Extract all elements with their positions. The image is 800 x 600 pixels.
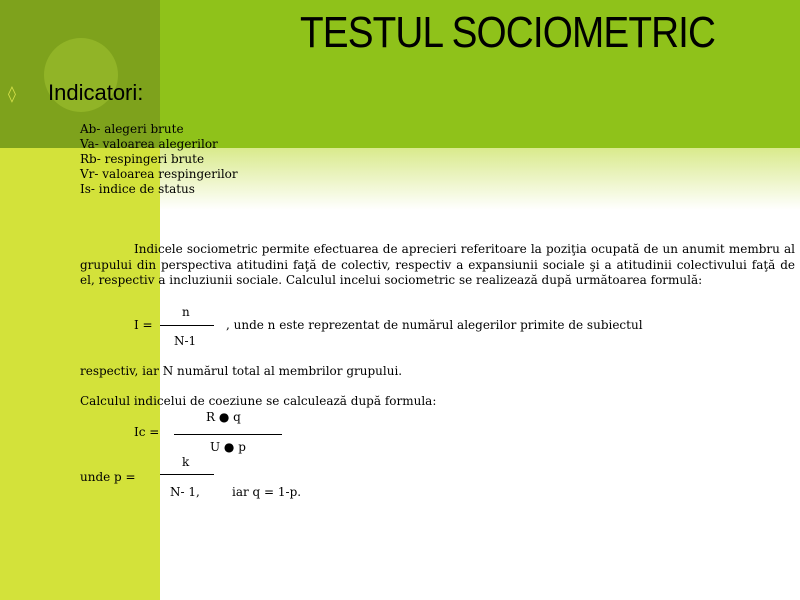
fraction-line <box>160 325 214 326</box>
description-paragraph: Indicele sociometric permite efectuarea de aprecieri referitoare la poziţia ocupată de un anumit membru al grupului din perspectiva atitudini faţă de colectiv, respectiv a expansiunii sociale şi a atitudinii colectivului faţă de el, respectiv a incluziunii sociale. Calculul incelui sociometric se realizează după următoarea formulă: <box>80 242 795 287</box>
indicator-list <box>80 122 238 197</box>
cohesion-intro: Calculul indicelui de coeziune se calculează după formula: <box>80 394 437 408</box>
formula-numerator: R ● q <box>206 410 241 424</box>
formula-numerator: k <box>182 455 190 469</box>
list-item: Vr- valoarea respingerilor <box>80 167 238 181</box>
formula-denominator: N-1 <box>174 334 197 348</box>
formula-lhs: Ic = <box>134 425 160 439</box>
list-item: Is- indice de status <box>80 182 195 196</box>
formula-denominator: U ● p <box>210 440 246 454</box>
slide-title: TESTUL SOCIOMETRIC <box>300 8 716 57</box>
list-item: Rb- respingeri brute <box>80 152 205 166</box>
slide-subtitle: Indicatori: <box>48 80 144 105</box>
formula-lhs: I = <box>134 318 153 332</box>
header-fade <box>160 148 800 210</box>
formula-denominator: N- 1, <box>170 485 200 499</box>
list-item: Va- valoarea alegerilor <box>80 137 218 151</box>
continuation-text: respectiv, iar N numărul total al membrilor grupului. <box>80 364 403 378</box>
list-item: Ab- alegeri brute <box>80 122 184 136</box>
formula-tail: iar q = 1-p. <box>232 485 302 499</box>
fraction-line <box>174 434 282 435</box>
fraction-line <box>160 474 214 475</box>
formula-note: , unde n este reprezentat de numărul alegerilor primite de subiectul <box>226 318 643 332</box>
diamond-bullet-icon: ◊ <box>8 84 16 103</box>
formula-lhs: unde p = <box>80 470 136 484</box>
formula-numerator: n <box>182 305 190 319</box>
